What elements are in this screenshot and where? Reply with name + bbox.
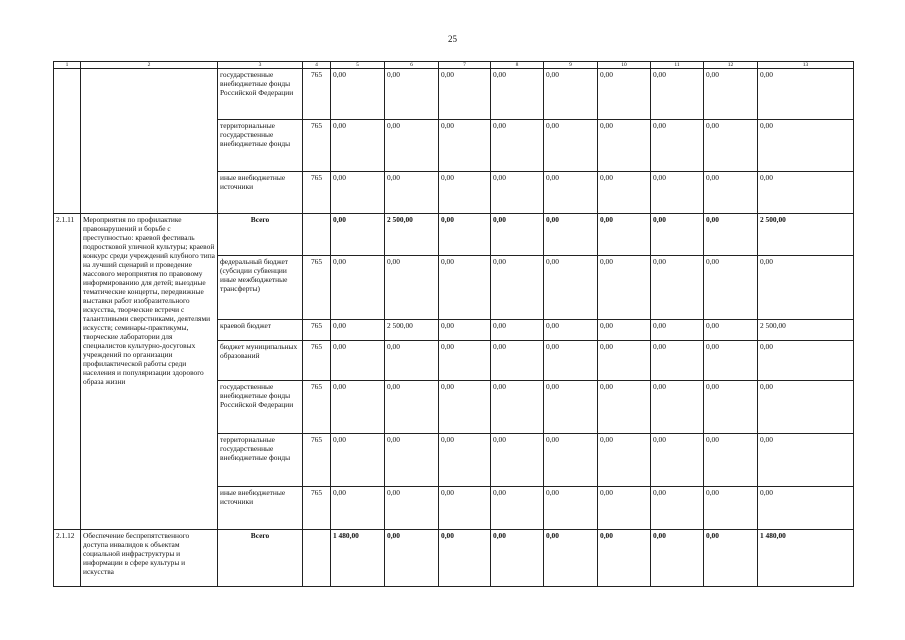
budget-code: [303, 214, 331, 256]
activity-name: Мероприятия по профилактике правонарушений и борьбе с преступностью: краевой фестиваль подростковой уличной культуры; краевой конкурс среди учреждений клубного типа на лучший сценарий и проведение массового мероприятия по правовому информированию для детей; выездные тематические концерты, передвижные выставки работ изобразительного искусства, творческие встречи с талантливыми сверстниками, деятелями искусств; семинары-практикумы, творческие лаборатории для специалистов культурно-досуговых учреждений по организации профилактической работы среди населения и популяризации здорового образа жизни: [81, 214, 218, 530]
amount-cell: 0,00: [439, 214, 491, 256]
amount-cell: 0,00: [491, 320, 544, 341]
amount-cell: 0,00: [331, 320, 385, 341]
column-number: 5: [331, 62, 385, 69]
column-number-row: [54, 62, 854, 69]
amount-cell: 0,00: [544, 172, 598, 214]
amount-cell: 0,00: [704, 69, 758, 120]
amount-cell: 0,00: [385, 120, 439, 172]
page-number: 25: [448, 34, 457, 44]
amount-cell: 2 500,00: [758, 320, 854, 341]
amount-cell: 0,00: [651, 487, 704, 530]
amount-cell: 0,00: [491, 487, 544, 530]
activity-id: 2.1.11: [54, 214, 81, 530]
amount-cell: 0,00: [385, 487, 439, 530]
amount-cell: 0,00: [331, 256, 385, 320]
amount-cell: 0,00: [439, 487, 491, 530]
column-number: 4: [303, 62, 331, 69]
amount-cell: 0,00: [439, 341, 491, 381]
amount-cell: 0,00: [651, 341, 704, 381]
amount-cell: 0,00: [544, 120, 598, 172]
column-number: 7: [439, 62, 491, 69]
amount-cell: 0,00: [385, 341, 439, 381]
table-row: [54, 530, 854, 587]
amount-cell: 0,00: [651, 256, 704, 320]
amount-cell: 0,00: [704, 381, 758, 434]
amount-cell: 0,00: [331, 434, 385, 487]
amount-cell: 0,00: [704, 320, 758, 341]
funding-source: Всего: [218, 530, 303, 587]
amount-cell: 0,00: [598, 530, 651, 587]
amount-cell: 0,00: [491, 120, 544, 172]
amount-cell: 0,00: [331, 172, 385, 214]
amount-cell: 0,00: [544, 320, 598, 341]
amount-cell: 0,00: [598, 487, 651, 530]
amount-cell: 0,00: [491, 214, 544, 256]
amount-cell: 2 500,00: [385, 320, 439, 341]
amount-cell: 2 500,00: [758, 214, 854, 256]
amount-cell: 0,00: [758, 172, 854, 214]
amount-cell: 0,00: [491, 69, 544, 120]
funding-source: государственные внебюджетные фонды Российской Федерации: [218, 69, 303, 120]
table-row: [54, 69, 854, 120]
amount-cell: 0,00: [758, 341, 854, 381]
amount-cell: 0,00: [598, 381, 651, 434]
amount-cell: 0,00: [598, 341, 651, 381]
amount-cell: 0,00: [491, 341, 544, 381]
funding-source: краевой бюджет: [218, 320, 303, 341]
budget-code: 765: [303, 172, 331, 214]
amount-cell: 0,00: [331, 69, 385, 120]
amount-cell: 0,00: [758, 487, 854, 530]
amount-cell: 0,00: [651, 320, 704, 341]
amount-cell: 0,00: [439, 434, 491, 487]
amount-cell: 0,00: [491, 256, 544, 320]
funding-source: государственные внебюджетные фонды Российской Федерации: [218, 381, 303, 434]
amount-cell: 0,00: [439, 530, 491, 587]
activity-id: 2.1.12: [54, 530, 81, 587]
amount-cell: 0,00: [651, 214, 704, 256]
funding-source: бюджет муниципальных образований: [218, 341, 303, 381]
column-number: 11: [651, 62, 704, 69]
amount-cell: 0,00: [544, 530, 598, 587]
amount-cell: 0,00: [758, 381, 854, 434]
budget-table: [53, 61, 854, 587]
budget-code: 765: [303, 320, 331, 341]
amount-cell: 0,00: [651, 434, 704, 487]
amount-cell: 2 500,00: [385, 214, 439, 256]
budget-code: 765: [303, 120, 331, 172]
amount-cell: 0,00: [491, 172, 544, 214]
funding-source: Всего: [218, 214, 303, 256]
budget-code: 765: [303, 341, 331, 381]
column-number: 6: [385, 62, 439, 69]
funding-source: иные внебюджетные источники: [218, 487, 303, 530]
amount-cell: 0,00: [598, 256, 651, 320]
amount-cell: 0,00: [331, 487, 385, 530]
amount-cell: 0,00: [704, 434, 758, 487]
amount-cell: 0,00: [651, 172, 704, 214]
amount-cell: 0,00: [331, 341, 385, 381]
activity-name: Обеспечение беспрепятственного доступа инвалидов к объектам социальной инфраструктуры и информации в сфере культуры и искусства: [81, 530, 218, 587]
amount-cell: 0,00: [758, 120, 854, 172]
funding-source: иные внебюджетные источники: [218, 172, 303, 214]
amount-cell: 0,00: [704, 487, 758, 530]
budget-code: 765: [303, 69, 331, 120]
amount-cell: 0,00: [544, 214, 598, 256]
amount-cell: 0,00: [598, 320, 651, 341]
budget-code: 765: [303, 434, 331, 487]
column-number: 10: [598, 62, 651, 69]
amount-cell: 0,00: [598, 69, 651, 120]
amount-cell: 0,00: [704, 120, 758, 172]
budget-code: 765: [303, 381, 331, 434]
amount-cell: 0,00: [331, 120, 385, 172]
amount-cell: 0,00: [544, 487, 598, 530]
amount-cell: 0,00: [651, 120, 704, 172]
amount-cell: 0,00: [439, 120, 491, 172]
amount-cell: 0,00: [704, 172, 758, 214]
funding-source: федеральный бюджет (субсидии субвенции иные межбюджетные трансферты): [218, 256, 303, 320]
amount-cell: 0,00: [704, 214, 758, 256]
amount-cell: 0,00: [439, 320, 491, 341]
amount-cell: 0,00: [544, 434, 598, 487]
column-number: 2: [81, 62, 218, 69]
amount-cell: 0,00: [331, 381, 385, 434]
column-number: 12: [704, 62, 758, 69]
activity-id: [54, 69, 81, 214]
amount-cell: 1 480,00: [758, 530, 854, 587]
budget-code: 765: [303, 256, 331, 320]
funding-source: территориальные государственные внебюджетные фонды: [218, 434, 303, 487]
amount-cell: 0,00: [491, 381, 544, 434]
amount-cell: 0,00: [704, 530, 758, 587]
column-number: 3: [218, 62, 303, 69]
column-number: 1: [54, 62, 81, 69]
amount-cell: 0,00: [651, 381, 704, 434]
amount-cell: 0,00: [598, 120, 651, 172]
amount-cell: 0,00: [544, 381, 598, 434]
amount-cell: 0,00: [439, 256, 491, 320]
amount-cell: 0,00: [491, 434, 544, 487]
amount-cell: 0,00: [544, 341, 598, 381]
amount-cell: 0,00: [758, 69, 854, 120]
amount-cell: 1 480,00: [331, 530, 385, 587]
amount-cell: 0,00: [491, 530, 544, 587]
amount-cell: 0,00: [598, 172, 651, 214]
amount-cell: 0,00: [598, 434, 651, 487]
amount-cell: 0,00: [758, 256, 854, 320]
column-number: 13: [758, 62, 854, 69]
budget-code: 765: [303, 487, 331, 530]
amount-cell: 0,00: [385, 530, 439, 587]
amount-cell: 0,00: [385, 434, 439, 487]
funding-source: территориальные государственные внебюджетные фонды: [218, 120, 303, 172]
amount-cell: 0,00: [544, 69, 598, 120]
amount-cell: 0,00: [439, 69, 491, 120]
amount-cell: 0,00: [758, 434, 854, 487]
amount-cell: 0,00: [385, 256, 439, 320]
activity-name: [81, 69, 218, 214]
column-number: 8: [491, 62, 544, 69]
amount-cell: 0,00: [651, 69, 704, 120]
amount-cell: 0,00: [385, 172, 439, 214]
amount-cell: 0,00: [385, 381, 439, 434]
amount-cell: 0,00: [704, 256, 758, 320]
amount-cell: 0,00: [651, 530, 704, 587]
amount-cell: 0,00: [439, 381, 491, 434]
amount-cell: 0,00: [439, 172, 491, 214]
amount-cell: 0,00: [544, 256, 598, 320]
amount-cell: 0,00: [598, 214, 651, 256]
amount-cell: 0,00: [385, 69, 439, 120]
column-number: 9: [544, 62, 598, 69]
budget-code: [303, 530, 331, 587]
amount-cell: 0,00: [704, 341, 758, 381]
amount-cell: 0,00: [331, 214, 385, 256]
table-row: [54, 214, 854, 256]
